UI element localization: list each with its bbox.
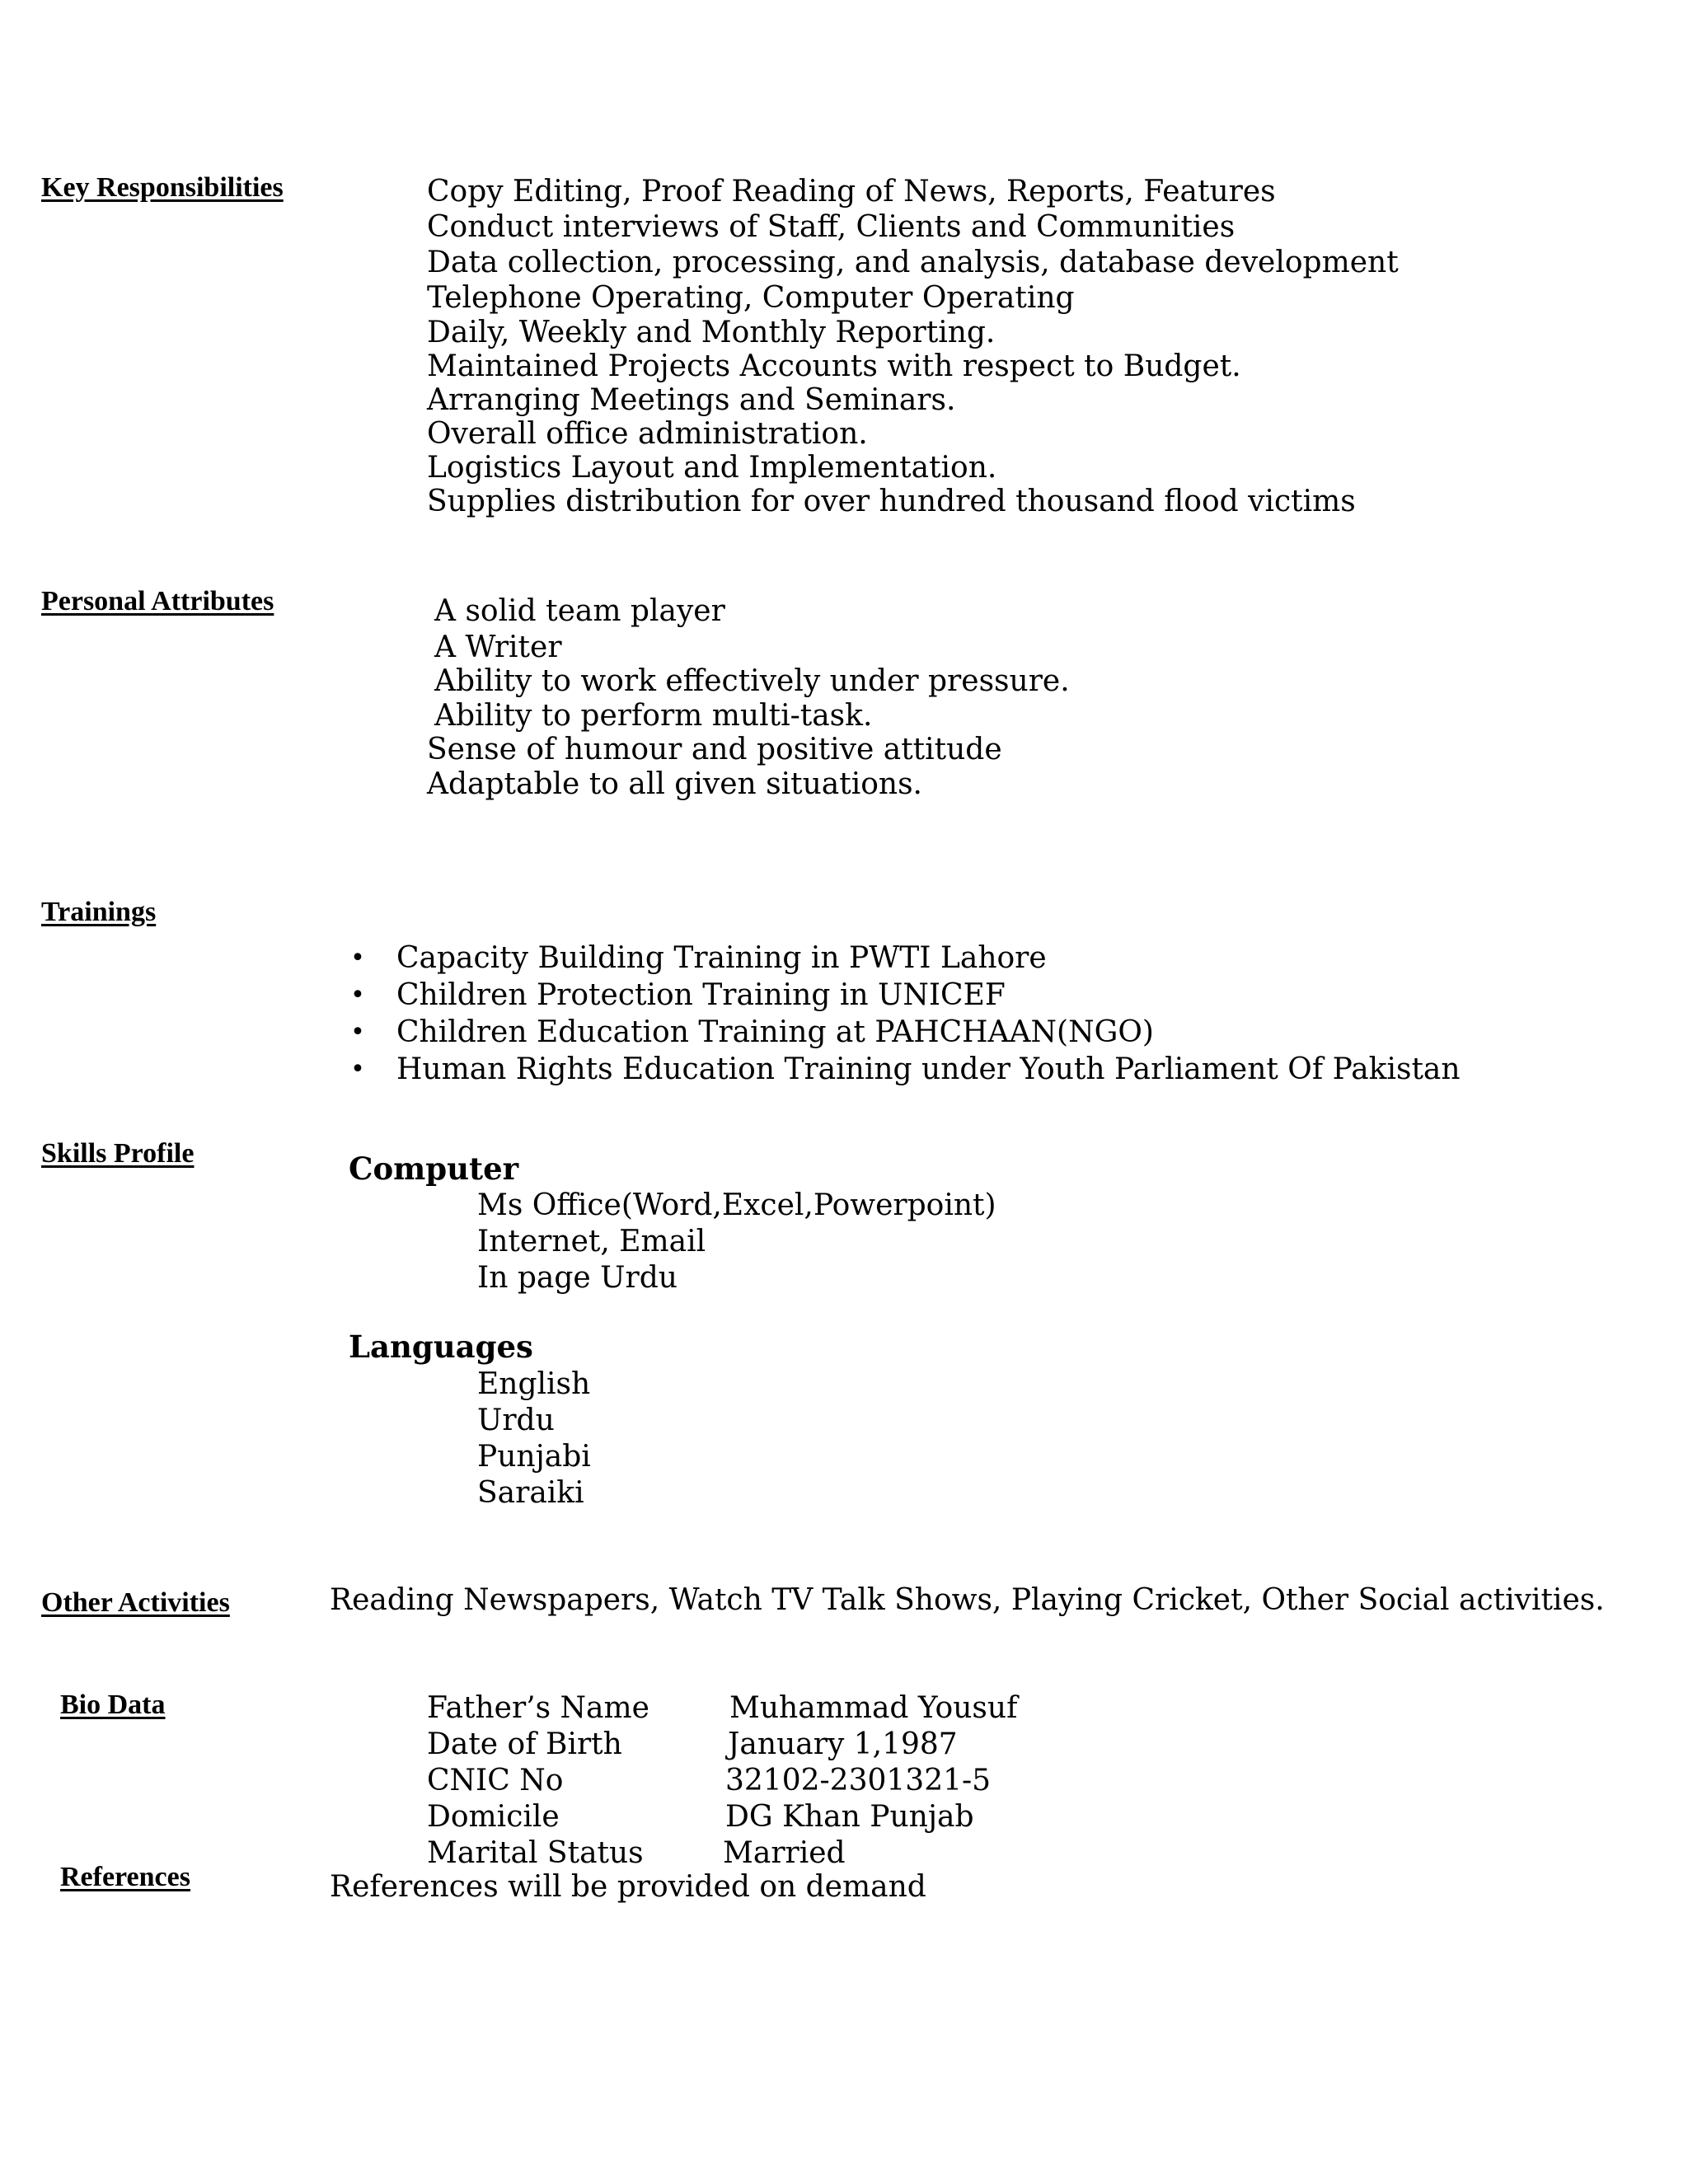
- computer-skills-list: [477, 1188, 996, 1296]
- bullet-icon: •: [350, 944, 365, 972]
- languages-heading: Languages: [349, 1329, 533, 1365]
- list-item: Overall office administration.: [427, 417, 868, 451]
- list-item: A Writer: [434, 630, 562, 664]
- personal-attributes-list: [427, 593, 1070, 802]
- bio-value-date-of-birth: January 1,1987: [728, 1727, 958, 1761]
- list-item: Logistics Layout and Implementation.: [427, 451, 997, 485]
- bio-value-fathers-name: Muhammad Yousuf: [729, 1691, 1018, 1725]
- languages-list: [477, 1366, 591, 1511]
- bio-data-label: Bio Data: [60, 1690, 166, 1720]
- personal-attributes-label: Personal Attributes: [41, 586, 274, 616]
- list-item: Punjabi: [477, 1440, 591, 1474]
- list-item: Data collection, processing, and analysis, database development: [427, 246, 1399, 279]
- training-text: Capacity Building Training in PWTI Lahore: [396, 941, 1047, 975]
- list-item: Adaptable to all given situations.: [427, 767, 922, 801]
- bullet-icon: •: [350, 1055, 365, 1084]
- list-item: Ability to work effectively under pressure.: [434, 664, 1070, 698]
- list-item: Ms Office(Word,Excel,Powerpoint): [477, 1188, 996, 1222]
- bullet-icon: •: [350, 1018, 365, 1047]
- bio-key-date-of-birth: Date of Birth: [427, 1727, 622, 1761]
- training-text: Children Education Training at PAHCHAAN(NGO): [396, 1015, 1154, 1049]
- list-item: Internet, Email: [477, 1225, 706, 1258]
- bio-key-cnic: CNIC No: [427, 1764, 564, 1797]
- key-responsibilities-list: [427, 174, 1399, 519]
- list-item: Supplies distribution for over hundred thousand flood victims: [427, 485, 1356, 518]
- trainings-label: Trainings: [41, 897, 157, 927]
- bio-value-domicile: DG Khan Punjab: [725, 1800, 974, 1834]
- key-responsibilities-label: Key Responsibilities: [41, 172, 284, 203]
- list-item: Copy Editing, Proof Reading of News, Reports, Features: [427, 175, 1276, 209]
- list-item: Telephone Operating, Computer Operating: [427, 281, 1075, 315]
- bio-key-marital-status: Marital Status: [427, 1836, 644, 1870]
- computer-heading: Computer: [349, 1151, 519, 1187]
- training-text: Children Protection Training in UNICEF: [396, 978, 1006, 1012]
- bio-key-domicile: Domicile: [427, 1800, 560, 1834]
- list-item: Urdu: [477, 1404, 555, 1437]
- bullet-icon: •: [350, 981, 365, 1010]
- bio-key-fathers-name: Father’s Name: [427, 1691, 649, 1725]
- list-item: A solid team player: [434, 594, 725, 628]
- other-activities-label: Other Activities: [41, 1587, 230, 1618]
- list-item: Arranging Meetings and Seminars.: [427, 383, 956, 417]
- list-item: English: [477, 1367, 591, 1401]
- training-text: Human Rights Education Training under Youth Parliament Of Pakistan: [396, 1052, 1461, 1086]
- list-item: Conduct interviews of Staff, Clients and Communities: [427, 210, 1236, 244]
- bio-value-marital-status: Married: [723, 1836, 846, 1870]
- list-item: Daily, Weekly and Monthly Reporting.: [427, 316, 996, 349]
- list-item: Saraiki: [477, 1476, 584, 1510]
- list-item: In page Urdu: [477, 1261, 678, 1295]
- list-item: Sense of humour and positive attitude: [427, 733, 1002, 766]
- bio-value-cnic: 32102-2301321-5: [725, 1764, 992, 1797]
- references-label: References: [60, 1862, 190, 1892]
- other-activities-text: Reading Newspapers, Watch TV Talk Shows, Playing Cricket, Other Social activities.: [330, 1583, 1605, 1617]
- skills-profile-label: Skills Profile: [41, 1138, 195, 1169]
- references-text: References will be provided on demand: [330, 1870, 926, 1904]
- list-item: Ability to perform multi-task.: [434, 699, 873, 733]
- list-item: Maintained Projects Accounts with respect to Budget.: [427, 349, 1241, 383]
